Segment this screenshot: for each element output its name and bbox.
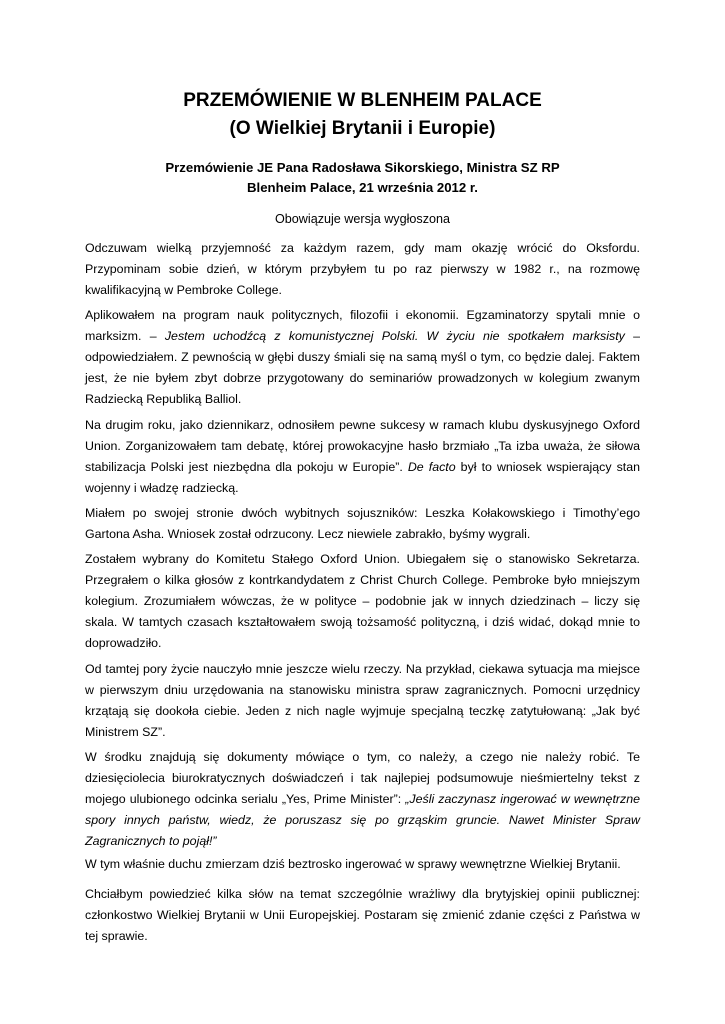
paragraph-3-text-c: był to wniosek wspierający stan wojenny i władzę radziecką.: [85, 460, 640, 495]
document-title: PRZEMÓWIENIE W BLENHEIM PALACE: [183, 90, 542, 111]
paragraph-3-italic-defacto: De facto: [407, 460, 456, 474]
speech-author-line: Przemówienie JE Pana Radosława Sikorskiego, Ministra SZ RP: [165, 160, 560, 175]
paragraph-6: Od tamtej pory życie nauczyło mnie jeszcze wielu rzeczy. Na przykład, ciekawa sytuacja ma miejsce w pierwszym dniu urzędowania na stanowisku ministra spraw zagranicznych. Pomocni urzędnicy krzątają się dookoła ciebie. Jeden z nich nagle wyjmuje specjalną teczkę zatytułowaną: „Jak być Ministrem SZ”.: [85, 662, 640, 739]
paragraph-2-italic-quote: Jestem uchodźcą z komunistycznej Polski. W życiu nie spotkałem marksisty: [164, 329, 625, 343]
document-title-subline: (O Wielkiej Brytanii i Europie): [229, 118, 496, 139]
delivery-note: Obowiązuje wersja wygłoszona: [275, 212, 450, 226]
paragraph-7: [85, 747, 640, 852]
paragraph-7-italic-quote: „Jeśli zaczynasz ingerować w wewnętrzne spory innych państw, wiedz, że poruszasz się po grząskim gruncie. Nawet Minister Spraw Zagranicznych to pojął!”: [85, 792, 640, 848]
paragraph-3: [85, 415, 640, 499]
paragraph-1: Odczuwam wielką przyjemność za każdym razem, gdy mam okazję wrócić do Oksfordu. Przypominam sobie dzień, w którym przybyłem tu po raz pierwszy w 1982 r., na rozmowę kwalifikacyjną w Pembroke College.: [85, 241, 640, 297]
paragraph-9: Chciałbym powiedzieć kilka słów na temat szczególnie wrażliwy dla brytyjskiej opinii publicznej: członkostwo Wielkiej Brytanii w Unii Europejskiej. Postaram się zmienić zdanie części z Państwa w tej sprawie.: [85, 887, 640, 943]
paragraph-3-text-a: Na drugim roku, jako dziennikarz, odnosiłem pewne sukcesy w ramach klubu dyskusyjnego Oxford Union. Zorganizowałem tam debatę, której prowokacyjne hasło brzmiało „Ta izba uważa, że siłowa stabilizacja Polski jest niezbędna dla pokoju w Europie”.: [85, 418, 640, 474]
paragraph-2-text-c: – odpowiedziałem. Z pewnością w głębi duszy śmiali się na samą myśl o tym, co będzie dalej. Faktem jest, że nie byłem zbyt dobrze przygotowany do seminariów prowadzonych w kolegium zwanym Radziecką Republiką Balliol.: [85, 329, 640, 406]
speech-place-date: Blenheim Palace, 21 września 2012 r.: [247, 180, 478, 195]
paragraph-5: Zostałem wybrany do Komitetu Stałego Oxford Union. Ubiegałem się o stanowisko Sekretarza. Przegrałem o kilka głosów z kontrkandydatem z Christ Church College. Pembroke było mniejszym kolegium. Zrozumiałem wówczas, że w polityce – podobnie jak w innych dziedzinach – liczy się skala. W tamtych czasach kształtowałem swoją tożsamość polityczną, i dziś widać, dokąd mnie to doprowadziło.: [85, 552, 640, 650]
paragraph-2: [85, 305, 640, 410]
paragraph-7-text-a: W środku znajdują się dokumenty mówiące o tym, co należy, a czego nie należy robić. Te dziesięciolecia biurokratycznych doświadczeń i tak najlepiej podsumowuje nieśmiertelny tekst z mojego ulubionego odcinka serialu „Yes, Prime Minister”:: [85, 750, 640, 806]
paragraph-2-text-a: Aplikowałem na program nauk politycznych, filozofii i ekonomii. Egzaminatorzy spytali mnie o marksizm. –: [85, 308, 640, 343]
paragraph-8: W tym właśnie duchu zmierzam dziś beztrosko ingerować w sprawy wewnętrzne Wielkiej Brytanii.: [85, 857, 621, 871]
paragraph-4: Miałem po swojej stronie dwóch wybitnych sojuszników: Leszka Kołakowskiego i Timothy’ego Gartona Asha. Wniosek został odrzucony. Lecz niewiele zabrakło, byśmy wygrali.: [85, 506, 640, 541]
